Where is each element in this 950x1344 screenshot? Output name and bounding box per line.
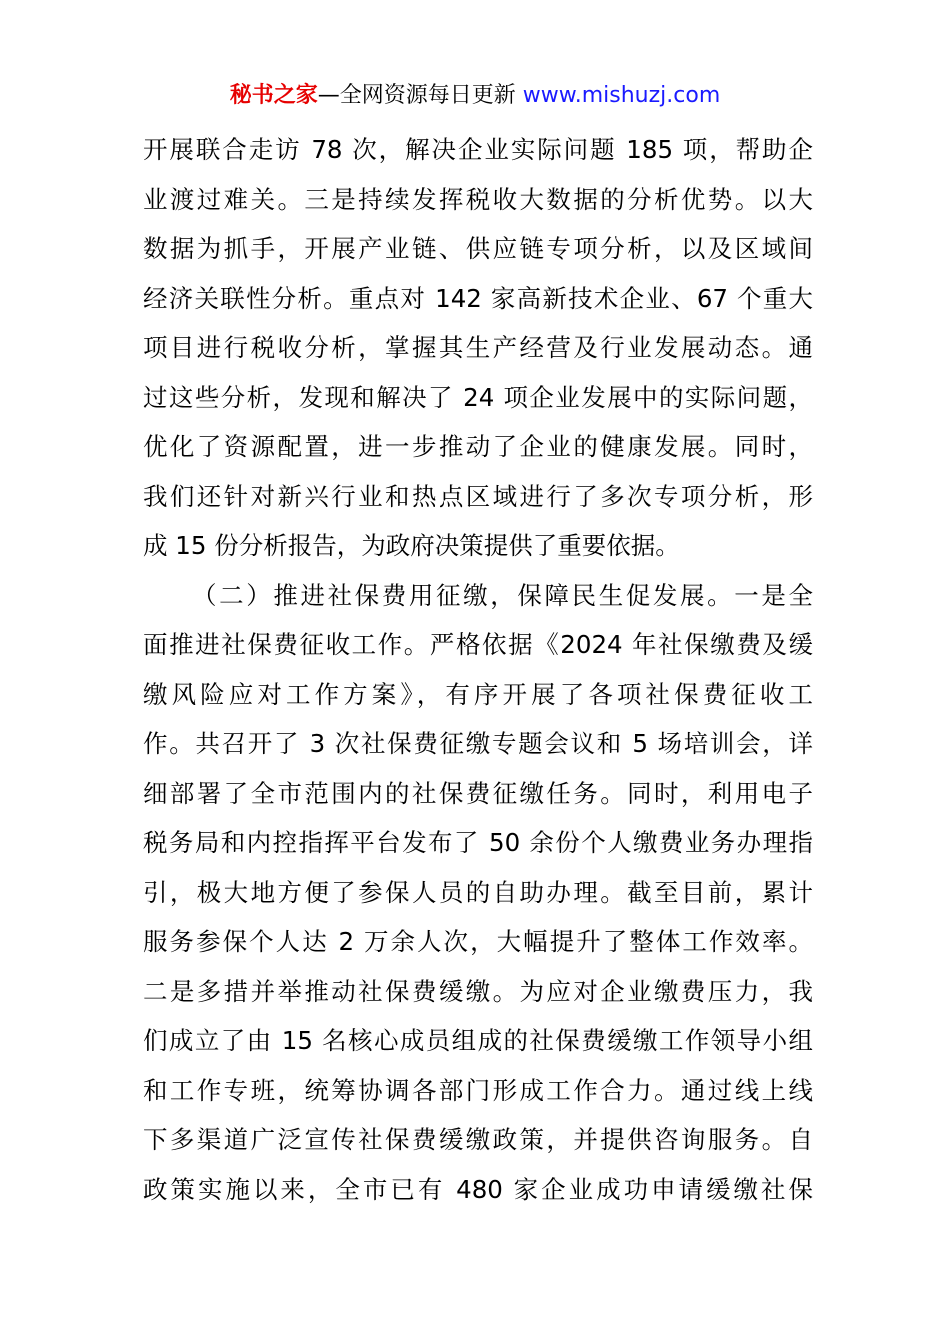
paragraph-start-line: （二）推进社保费用征缴，保障民生促发展。一是全	[192, 580, 813, 610]
text-line: 过这些分析，发现和解决了 24 项企业发展中的实际问题，	[143, 382, 813, 412]
site-url-link[interactable]: www.mishuzj.com	[522, 83, 721, 108]
text-line: 服务参保个人达 2 万余人次，大幅提升了整体工作效率。	[143, 927, 813, 956]
brand-name: 秘书之家	[229, 83, 318, 108]
text-line: 税务局和内控指挥平台发布了 50 余份个人缴费业务办理指	[143, 828, 813, 857]
text-line: 优化了资源配置，进一步推动了企业的健康发展。同时，	[143, 432, 813, 461]
text-line: 作。共召开了 3 次社保费征缴专题会议和 5 场培训会，详	[143, 729, 813, 758]
text-line: 经济关联性分析。重点对 142 家高新技术企业、67 个重大	[143, 283, 813, 313]
text-line: 和工作专班，统筹协调各部门形成工作合力。通过线上线	[143, 1075, 813, 1105]
text-line: 我们还针对新兴行业和热点区域进行了多次专项分析，形	[143, 481, 813, 511]
text-line: 细部署了全市范围内的社保费征缴任务。同时，利用电子	[143, 778, 813, 808]
text-line: 开展联合走访 78 次，解决企业实际问题 185 项，帮助企	[143, 135, 813, 164]
text-line: 面推进社保费征收工作。严格依据《2024 年社保缴费及缓	[143, 630, 813, 659]
header-tagline: —全网资源每日更新	[317, 83, 516, 108]
body-text	[143, 125, 813, 1214]
text-line: 们成立了由 15 名核心成员组成的社保费缓缴工作领导小组	[143, 1026, 813, 1055]
text-line: 缴风险应对工作方案》，有序开展了各项社保费征收工	[143, 679, 813, 709]
text-line: 政策实施以来，全市已有 480 家企业成功申请缓缴社保	[143, 1174, 813, 1204]
page-header	[0, 80, 950, 112]
text-line: 项目进行税收分析，掌握其生产经营及行业发展动态。通	[143, 333, 813, 362]
text-line: 下多渠道广泛宣传社保费缓缴政策，并提供咨询服务。自	[143, 1125, 813, 1154]
text-line: 数据为抓手，开展产业链、供应链专项分析，以及区域间	[143, 234, 813, 263]
text-line: 引，极大地方便了参保人员的自助办理。截至目前，累计	[143, 877, 813, 907]
text-line: 二是多措并举推动社保费缓缴。为应对企业缴费压力，我	[143, 976, 813, 1006]
text-line: 业渡过难关。三是持续发挥税收大数据的分析优势。以大	[143, 184, 813, 214]
paragraph-end-line: 成 15 份分析报告，为政府决策提供了重要依据。	[143, 531, 680, 560]
